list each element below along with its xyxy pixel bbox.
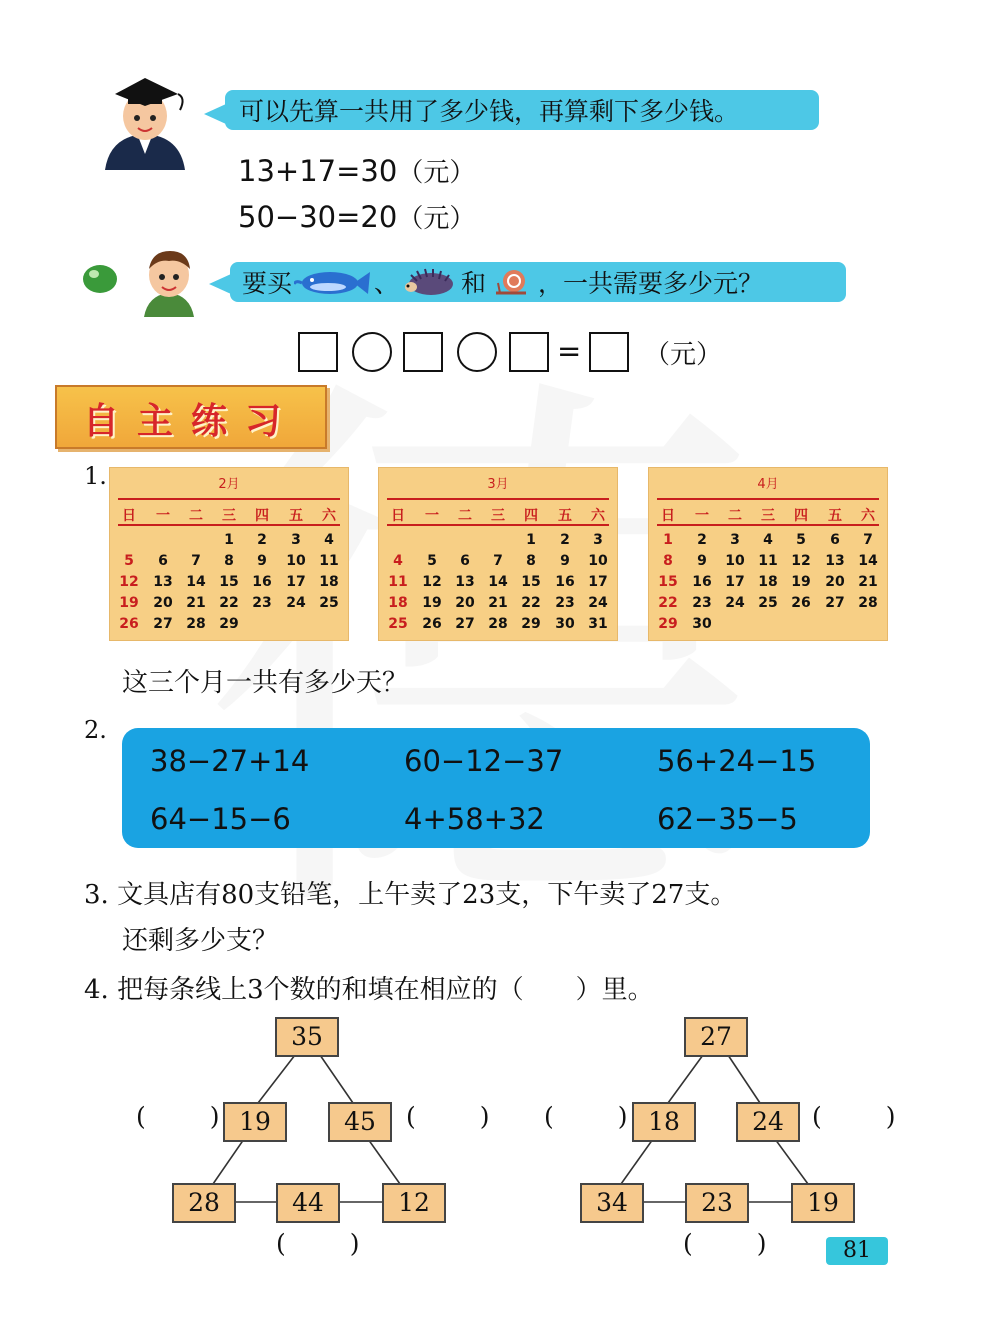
- calendar-day: 12: [119, 574, 139, 590]
- calendar-month: 4月: [757, 477, 779, 492]
- calendar-day: 28: [488, 616, 508, 632]
- calendar-day: 23: [692, 595, 712, 611]
- calendar-day: 14: [488, 574, 508, 590]
- equation-expr: 13+17=30: [238, 154, 398, 188]
- weekday-label: 二: [189, 508, 203, 524]
- calendar-day: 9: [257, 553, 267, 569]
- calendar-day: 24: [725, 595, 745, 611]
- number-box-left: 19: [223, 1102, 287, 1142]
- page-number: 81: [826, 1237, 888, 1265]
- calendar-day: 7: [493, 553, 503, 569]
- calendar-day: 4: [393, 553, 403, 569]
- calendar-day: 30: [692, 616, 712, 632]
- calendar-day: 1: [663, 532, 673, 548]
- expression: 60−12−37: [404, 744, 564, 778]
- expression: 56+24−15: [657, 744, 817, 778]
- calendar-month: 3月: [487, 477, 509, 492]
- number-box-top: 35: [275, 1017, 339, 1057]
- calendar-day: 5: [796, 532, 806, 548]
- calendar-day: 9: [560, 553, 570, 569]
- calendar-day: 6: [158, 553, 168, 569]
- answer-blank-bottom[interactable]: ( ): [276, 1229, 388, 1258]
- calendar-day: 25: [319, 595, 339, 611]
- calendar-day: 19: [422, 595, 442, 611]
- number-box-top: 27: [684, 1017, 748, 1057]
- calendar-day: 15: [658, 574, 678, 590]
- q1-number: 1.: [84, 462, 107, 490]
- calendar-day: 17: [725, 574, 745, 590]
- calendar-day: 10: [725, 553, 745, 569]
- calendar-day: 19: [119, 595, 139, 611]
- calendar-day: 17: [588, 574, 608, 590]
- calendar-day: 5: [124, 553, 134, 569]
- calendar-day: 6: [460, 553, 470, 569]
- calendar-day: 26: [791, 595, 811, 611]
- number-box-left: 18: [632, 1102, 696, 1142]
- answer-blank-left[interactable]: ( ): [136, 1102, 248, 1131]
- expression: 38−27+14: [150, 744, 310, 778]
- calendar-day: 24: [286, 595, 306, 611]
- calendar-day: 19: [791, 574, 811, 590]
- calendar-day: 21: [858, 574, 878, 590]
- calendar-day: 20: [153, 595, 173, 611]
- section-title: 自主练习: [83, 401, 300, 442]
- calendar-day: 4: [763, 532, 773, 548]
- calendar-day: 6: [830, 532, 840, 548]
- weekday-label: 日: [391, 508, 405, 524]
- answer-blank-right[interactable]: ( ): [812, 1102, 924, 1131]
- number-box-bottom-left: 28: [172, 1183, 236, 1223]
- number-box-bottom-right: 12: [382, 1183, 446, 1223]
- calendar-day: 28: [858, 595, 878, 611]
- calendar-day: 4: [324, 532, 334, 548]
- weekday-label: 三: [222, 508, 236, 524]
- calendar-day: 14: [858, 553, 878, 569]
- weekday-label: 三: [491, 508, 505, 524]
- weekday-label: 四: [524, 508, 538, 524]
- calendar-day: 20: [825, 574, 845, 590]
- weekday-label: 二: [458, 508, 472, 524]
- blank-unit: （元）: [644, 340, 723, 370]
- equation-expr: 50−30=20: [238, 200, 398, 234]
- calendar-day: 27: [455, 616, 475, 632]
- expression: 62−35−5: [657, 802, 798, 836]
- calendar-day: 1: [526, 532, 536, 548]
- weekday-label: 五: [558, 508, 572, 524]
- calendar-day: 25: [758, 595, 778, 611]
- answer-blank-left[interactable]: ( ): [544, 1102, 656, 1131]
- bubble-and: 和: [461, 269, 487, 298]
- weekday-label: 六: [322, 508, 336, 524]
- weekday-label: 五: [289, 508, 303, 524]
- calendar-day: 24: [588, 595, 608, 611]
- equation-unit: （元）: [397, 204, 476, 234]
- weekday-label: 四: [794, 508, 808, 524]
- calendar-day: 21: [488, 595, 508, 611]
- number-box-bottom-left: 34: [580, 1183, 644, 1223]
- equals-sign: =: [557, 334, 582, 368]
- hint-text: 可以先算一共用了多少钱，再算剩下多少钱。: [239, 97, 740, 126]
- expression: 4+58+32: [404, 802, 545, 836]
- calendar-day: 15: [521, 574, 541, 590]
- answer-blank-bottom[interactable]: ( ): [683, 1229, 795, 1258]
- calendar-day: 18: [319, 574, 339, 590]
- calendar-day: 2: [257, 532, 267, 548]
- weekday-label: 二: [728, 508, 742, 524]
- calendar-day: 31: [588, 616, 608, 632]
- calendar-day: 23: [252, 595, 272, 611]
- calendar-day: 29: [658, 616, 678, 632]
- calendar-day: 20: [455, 595, 475, 611]
- weekday-label: 日: [122, 508, 136, 524]
- q3-line2: 还剩多少支？: [122, 926, 279, 956]
- number-box-bottom-mid: 23: [685, 1183, 749, 1223]
- calendar-day: 2: [560, 532, 570, 548]
- calendar-day: 10: [588, 553, 608, 569]
- calendar-day: 3: [730, 532, 740, 548]
- calendar-day: 26: [422, 616, 442, 632]
- calendar-day: 29: [521, 616, 541, 632]
- calendar-day: 16: [692, 574, 712, 590]
- equation-unit: （元）: [397, 158, 476, 188]
- q3-line1: 3. 文具店有80支铅笔，上午卖了23支，下午卖了27支。: [84, 880, 737, 910]
- q2-number: 2.: [84, 716, 107, 744]
- calendar-day: 29: [219, 616, 239, 632]
- calendar-day: 27: [153, 616, 173, 632]
- calendar-day: 16: [555, 574, 575, 590]
- number-box-bottom-right: 19: [791, 1183, 855, 1223]
- calendar-day: 12: [791, 553, 811, 569]
- number-box-right: 24: [736, 1102, 800, 1142]
- weekday-label: 日: [661, 508, 675, 524]
- calendar-day: 7: [863, 532, 873, 548]
- number-box-right: 45: [328, 1102, 392, 1142]
- calendar-day: 30: [555, 616, 575, 632]
- calendar-day: 15: [219, 574, 239, 590]
- calendar-day: 13: [455, 574, 475, 590]
- calendar-day: 5: [427, 553, 437, 569]
- calendar-day: 9: [697, 553, 707, 569]
- weekday-label: 三: [761, 508, 775, 524]
- calendar-day: 11: [319, 553, 339, 569]
- calendar-day: 3: [291, 532, 301, 548]
- bubble-prefix: 要买: [242, 269, 293, 298]
- q1-question: 这三个月一共有多少天？: [122, 668, 409, 698]
- expression: 64−15−6: [150, 802, 291, 836]
- calendar-day: 27: [825, 595, 845, 611]
- weekday-label: 四: [255, 508, 269, 524]
- calendar-day: 22: [521, 595, 541, 611]
- calendar-day: 13: [825, 553, 845, 569]
- weekday-label: 五: [828, 508, 842, 524]
- calendar-day: 7: [191, 553, 201, 569]
- calendar-day: 8: [526, 553, 536, 569]
- calendar-day: 8: [224, 553, 234, 569]
- weekday-label: 六: [591, 508, 605, 524]
- calendar-day: 2: [697, 532, 707, 548]
- calendar-day: 13: [153, 574, 173, 590]
- calendar-day: 14: [186, 574, 206, 590]
- calendar-day: 3: [593, 532, 603, 548]
- calendar-day: 21: [186, 595, 206, 611]
- bubble-sep: 、: [374, 269, 400, 298]
- weekday-label: 六: [861, 508, 875, 524]
- weekday-label: 一: [156, 508, 170, 524]
- calendar-day: 18: [758, 574, 778, 590]
- calendar-day: 18: [388, 595, 408, 611]
- calendar-day: 16: [252, 574, 272, 590]
- calendar-month: 2月: [218, 477, 240, 492]
- number-box-bottom-mid: 44: [276, 1183, 340, 1223]
- calendar-day: 22: [219, 595, 239, 611]
- weekday-label: 一: [695, 508, 709, 524]
- calendar-day: 25: [388, 616, 408, 632]
- weekday-label: 一: [425, 508, 439, 524]
- calendar-day: 28: [186, 616, 206, 632]
- answer-blank-right[interactable]: ( ): [406, 1102, 518, 1131]
- calendar-day: 26: [119, 616, 139, 632]
- calendar-day: 23: [555, 595, 575, 611]
- calendar-day: 8: [663, 553, 673, 569]
- calendar-day: 11: [388, 574, 408, 590]
- calendar-day: 22: [658, 595, 678, 611]
- calendar-day: 12: [422, 574, 442, 590]
- bubble-suffix: ，一共需要多少元？: [538, 269, 764, 298]
- q4-text: 4. 把每条线上3个数的和填在相应的（ ）里。: [84, 975, 654, 1005]
- calendar-day: 11: [758, 553, 778, 569]
- calendar-day: 1: [224, 532, 234, 548]
- calendar-day: 17: [286, 574, 306, 590]
- calendar-day: 10: [286, 553, 306, 569]
